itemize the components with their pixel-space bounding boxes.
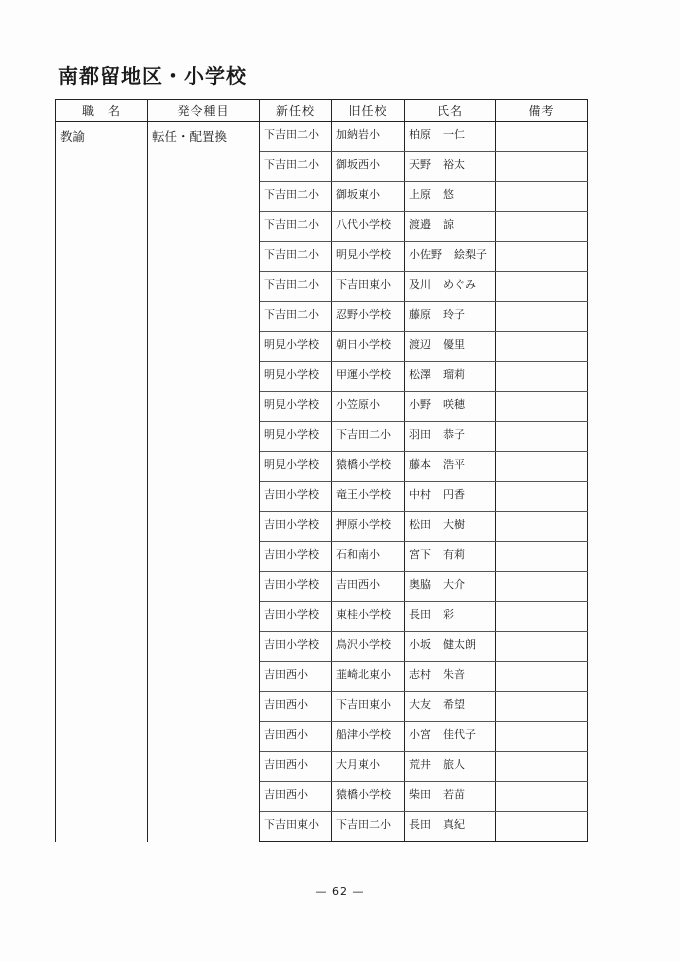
surname: 奥脇 [409, 578, 431, 591]
name-cell [405, 572, 496, 602]
order-type-cell [148, 122, 260, 842]
header-new-school: 新任校 [260, 100, 332, 122]
name-cell [405, 602, 496, 632]
surname: 長田 [409, 608, 431, 621]
page-number: — 62 — [315, 885, 365, 898]
new-school-cell: 吉田西小 [260, 662, 332, 692]
header-old-school: 旧任校 [332, 100, 405, 122]
given-name: 咲穂 [443, 398, 465, 411]
table-header-row [56, 100, 588, 122]
new-school-cell: 下吉田二小 [260, 152, 332, 182]
surname: 宮下 [409, 548, 431, 561]
notes-cell [496, 782, 588, 812]
given-name: 佳代子 [443, 728, 476, 741]
old-school-cell: 八代小学校 [332, 212, 405, 242]
old-school-cell: 下吉田二小 [332, 812, 405, 842]
given-name: 円香 [443, 488, 465, 501]
old-school-cell: 御坂東小 [332, 182, 405, 212]
notes-cell [496, 272, 588, 302]
surname: 藤本 [409, 458, 431, 471]
notes-cell [496, 302, 588, 332]
new-school-cell: 吉田小学校 [260, 512, 332, 542]
surname: 柴田 [409, 788, 431, 801]
old-school-cell: 鳥沢小学校 [332, 632, 405, 662]
new-school-cell: 吉田小学校 [260, 602, 332, 632]
notes-cell [496, 632, 588, 662]
notes-cell [496, 392, 588, 422]
surname: 大友 [409, 698, 431, 711]
given-name: 若苗 [443, 788, 465, 801]
notes-cell [496, 722, 588, 752]
given-name: 希望 [443, 698, 465, 711]
name-cell [405, 662, 496, 692]
surname: 松田 [409, 518, 431, 531]
new-school-cell: 下吉田二小 [260, 182, 332, 212]
new-school-cell: 明見小学校 [260, 422, 332, 452]
old-school-cell: 忍野小学校 [332, 302, 405, 332]
given-name: 大樹 [443, 518, 465, 531]
old-school-cell: 下吉田東小 [332, 272, 405, 302]
old-school-cell: 押原小学校 [332, 512, 405, 542]
surname: 松澤 [409, 368, 431, 381]
new-school-cell: 下吉田東小 [260, 812, 332, 842]
name-cell [405, 182, 496, 212]
old-school-cell: 御坂西小 [332, 152, 405, 182]
given-name: 絵梨子 [454, 248, 487, 261]
new-school-cell: 吉田西小 [260, 722, 332, 752]
surname: 小野 [409, 398, 431, 411]
old-school-cell: 明見小学校 [332, 242, 405, 272]
new-school-cell: 吉田小学校 [260, 632, 332, 662]
name-cell [405, 782, 496, 812]
new-school-cell: 吉田小学校 [260, 482, 332, 512]
old-school-cell: 加納岩小 [332, 122, 405, 152]
notes-cell [496, 212, 588, 242]
notes-cell [496, 662, 588, 692]
name-cell [405, 512, 496, 542]
position-cell [56, 122, 148, 842]
name-cell [405, 482, 496, 512]
new-school-cell: 吉田小学校 [260, 542, 332, 572]
given-name: 旅人 [443, 758, 465, 771]
name-cell [405, 752, 496, 782]
header-name: 氏名 [405, 100, 496, 122]
surname: 及川 [409, 278, 431, 291]
new-school-cell: 吉田小学校 [260, 572, 332, 602]
notes-cell [496, 362, 588, 392]
new-school-cell: 吉田西小 [260, 782, 332, 812]
old-school-cell: 朝日小学校 [332, 332, 405, 362]
given-name: 真紀 [443, 818, 465, 831]
surname: 渡邉 [409, 218, 431, 231]
given-name: 恭子 [443, 428, 465, 441]
notes-cell [496, 152, 588, 182]
name-cell [405, 302, 496, 332]
surname: 天野 [409, 158, 431, 171]
surname: 藤原 [409, 308, 431, 321]
name-cell [405, 212, 496, 242]
old-school-cell: 大月東小 [332, 752, 405, 782]
header-position: 職 名 [56, 100, 148, 122]
header-notes: 備考 [496, 100, 588, 122]
given-name: 優里 [443, 338, 465, 351]
name-cell [405, 122, 496, 152]
given-name: 瑠莉 [443, 368, 465, 381]
surname: 小坂 [409, 638, 431, 651]
notes-cell [496, 482, 588, 512]
notes-cell [496, 422, 588, 452]
surname: 渡辺 [409, 338, 431, 351]
new-school-cell: 下吉田二小 [260, 122, 332, 152]
old-school-cell: 石和南小 [332, 542, 405, 572]
new-school-cell: 下吉田二小 [260, 302, 332, 332]
surname: 中村 [409, 488, 431, 501]
name-cell [405, 332, 496, 362]
new-school-cell: 吉田西小 [260, 752, 332, 782]
old-school-cell: 吉田西小 [332, 572, 405, 602]
name-cell [405, 362, 496, 392]
given-name: 彩 [443, 608, 454, 621]
given-name: 諒 [443, 218, 454, 231]
name-cell [405, 452, 496, 482]
personnel-table [55, 99, 588, 842]
new-school-cell: 下吉田二小 [260, 212, 332, 242]
given-name: 一仁 [443, 128, 465, 141]
notes-cell [496, 242, 588, 272]
table-row [56, 122, 588, 152]
position-value: 教諭 [60, 129, 86, 144]
old-school-cell: 東桂小学校 [332, 602, 405, 632]
surname: 小佐野 [409, 248, 442, 261]
old-school-cell: 猿橋小学校 [332, 782, 405, 812]
given-name: 浩平 [443, 458, 465, 471]
new-school-cell: 明見小学校 [260, 452, 332, 482]
given-name: 健太朗 [443, 638, 476, 651]
old-school-cell: 下吉田東小 [332, 692, 405, 722]
surname: 長田 [409, 818, 431, 831]
surname: 上原 [409, 188, 431, 201]
new-school-cell: 明見小学校 [260, 392, 332, 422]
notes-cell [496, 182, 588, 212]
notes-cell [496, 602, 588, 632]
notes-cell [496, 122, 588, 152]
surname: 志村 [409, 668, 431, 681]
old-school-cell: 猿橋小学校 [332, 452, 405, 482]
name-cell [405, 242, 496, 272]
notes-cell [496, 542, 588, 572]
name-cell [405, 392, 496, 422]
notes-cell [496, 752, 588, 782]
header-order-type: 発令種目 [148, 100, 260, 122]
new-school-cell: 下吉田二小 [260, 242, 332, 272]
old-school-cell: 甲運小学校 [332, 362, 405, 392]
surname: 羽田 [409, 428, 431, 441]
notes-cell [496, 332, 588, 362]
name-cell [405, 422, 496, 452]
given-name: 有莉 [443, 548, 465, 561]
name-cell [405, 692, 496, 722]
surname: 荒井 [409, 758, 431, 771]
given-name: 玲子 [443, 308, 465, 321]
old-school-cell: 下吉田二小 [332, 422, 405, 452]
given-name: 裕太 [443, 158, 465, 171]
old-school-cell: 竜王小学校 [332, 482, 405, 512]
given-name: 朱音 [443, 668, 465, 681]
notes-cell [496, 452, 588, 482]
notes-cell [496, 572, 588, 602]
name-cell [405, 812, 496, 842]
surname: 小宮 [409, 728, 431, 741]
order-type-value: 転任・配置換 [152, 129, 228, 144]
given-name: めぐみ [443, 278, 476, 291]
old-school-cell: 小笠原小 [332, 392, 405, 422]
name-cell [405, 632, 496, 662]
table-body [56, 122, 588, 842]
new-school-cell: 明見小学校 [260, 362, 332, 392]
given-name: 悠 [443, 188, 454, 201]
old-school-cell: 船津小学校 [332, 722, 405, 752]
name-cell [405, 722, 496, 752]
notes-cell [496, 812, 588, 842]
old-school-cell: 韮崎北東小 [332, 662, 405, 692]
given-name: 大介 [443, 578, 465, 591]
new-school-cell: 下吉田二小 [260, 272, 332, 302]
notes-cell [496, 512, 588, 542]
new-school-cell: 明見小学校 [260, 332, 332, 362]
notes-cell [496, 692, 588, 722]
name-cell [405, 272, 496, 302]
name-cell [405, 542, 496, 572]
name-cell [405, 152, 496, 182]
surname: 柏原 [409, 128, 431, 141]
page-title: 南都留地区・小学校 [58, 64, 247, 88]
new-school-cell: 吉田西小 [260, 692, 332, 722]
